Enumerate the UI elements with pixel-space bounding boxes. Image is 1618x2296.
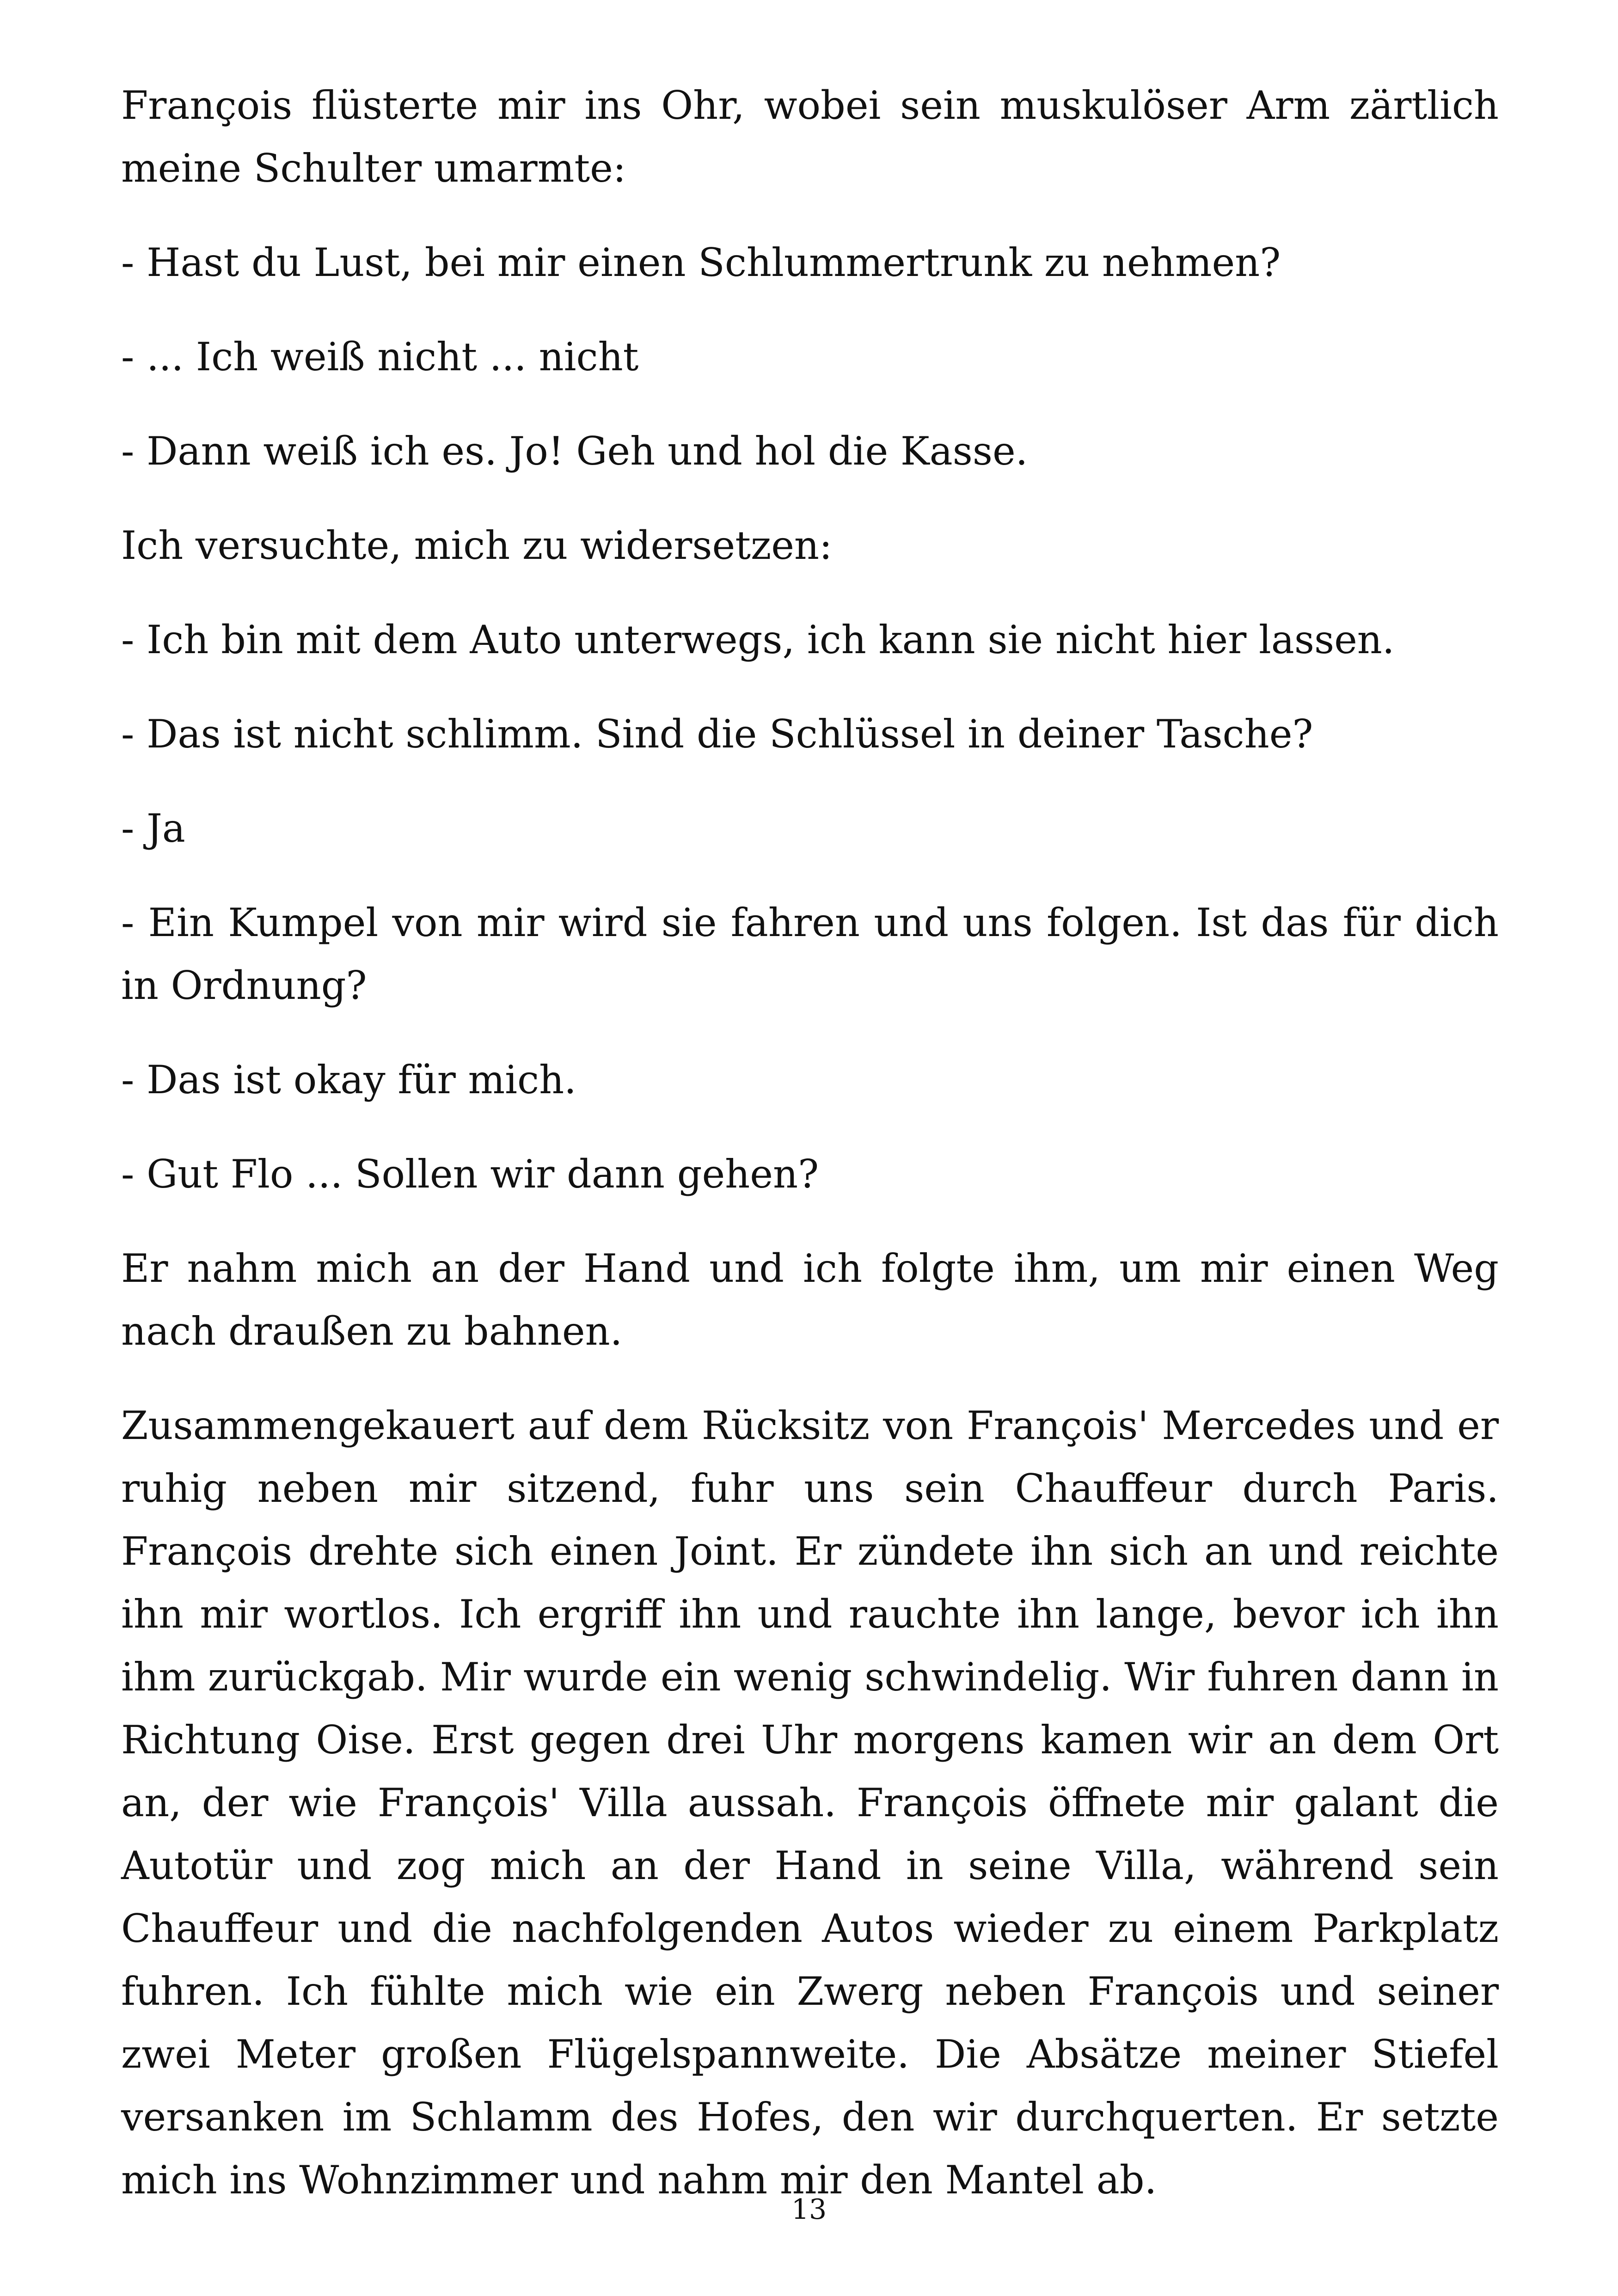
page-body	[121, 74, 1499, 2243]
paragraph-12: Er nahm mich an der Hand und ich folgte ihm, um mir einen Weg nach draußen zu bahnen.	[121, 1246, 1499, 1354]
dialog-line-3: - ... Ich weiß nicht ... nicht	[121, 334, 639, 380]
paragraph-1: François flüsterte mir ins Ohr, wobei sein muskulöser Arm zärtlich meine Schulter umarmte:	[121, 83, 1499, 191]
dialog-line-2: - Hast du Lust, bei mir einen Schlummertrunk zu nehmen?	[121, 240, 1281, 285]
dialog-line-9: - Ein Kumpel von mir wird sie fahren und uns folgen. Ist das für dich in Ordnung?	[121, 900, 1499, 1008]
dialog-line-10: - Das ist okay für mich.	[121, 1057, 576, 1102]
dialog-line-7: - Das ist nicht schlimm. Sind die Schlüssel in deiner Tasche?	[121, 711, 1313, 757]
dialog-line-11: - Gut Flo ... Sollen wir dann gehen?	[121, 1151, 819, 1197]
paragraph-5: Ich versuchte, mich zu widersetzen:	[121, 523, 833, 568]
paragraph-13: Zusammengekauert auf dem Rücksitz von François' Mercedes und er ruhig neben mir sitzend, fuhr uns sein Chauffeur durch Paris. François drehte sich einen Joint. Er zündete ihn sich an und reichte ihn mir wortlos. Ich ergriff ihn und rauchte ihn lange, bevor ich ihn ihm zurückgab. Mir wurde ein wenig schwindelig. Wir fuhren dann in Richtung Oise. Erst gegen drei Uhr morgens kamen wir an dem Ort an, der wie François' Villa aussah. François öffnete mir galant die Autotür und zog mich an der Hand in seine Villa, während sein Chauffeur und die nachfolgenden Autos wieder zu einem Parkplatz fuhren. Ich fühlte mich wie ein Zwerg neben François und seiner zwei Meter großen Flügelspannweite. Die Absätze meiner Stiefel versanken im Schlamm des Hofes, den wir durchquerten. Er setzte mich ins Wohnzimmer und nahm mir den Mantel ab.	[121, 1403, 1499, 2203]
dialog-line-8: - Ja	[121, 806, 185, 851]
dialog-line-4: - Dann weiß ich es. Jo! Geh und hol die Kasse.	[121, 429, 1028, 474]
page-number: 13	[791, 2193, 827, 2226]
dialog-line-6: - Ich bin mit dem Auto unterwegs, ich kann sie nicht hier lassen.	[121, 617, 1395, 662]
